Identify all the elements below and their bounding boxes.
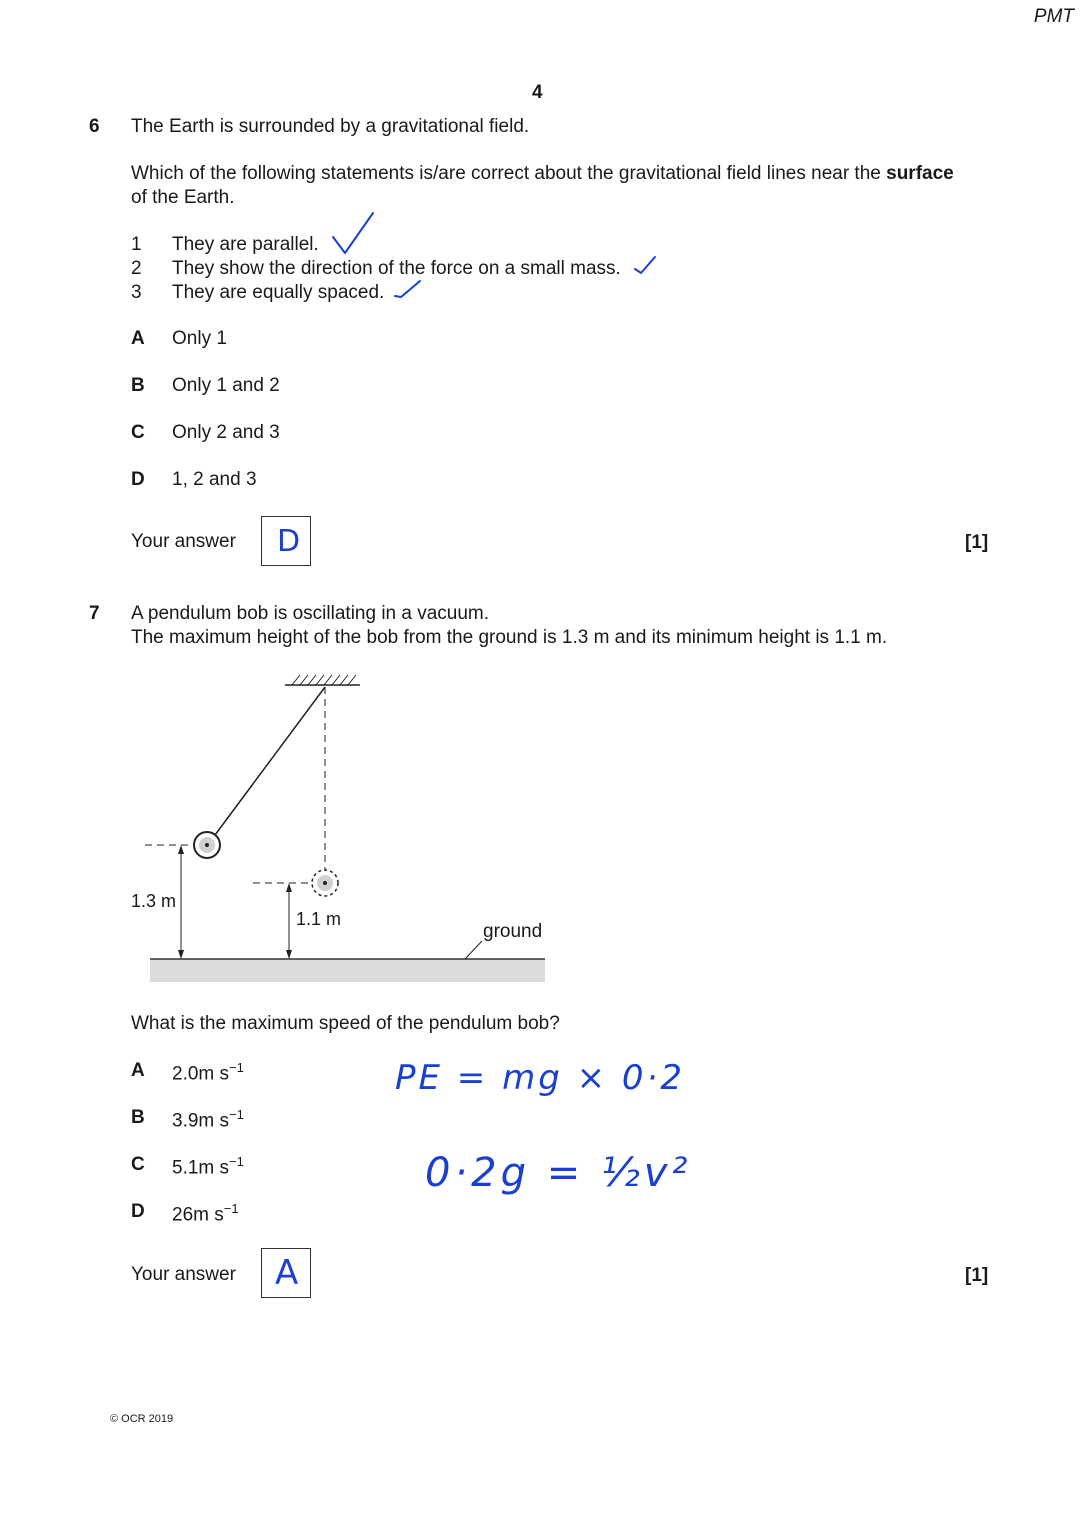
q7-option-b-letter: B [131,1107,145,1128]
q7-option-c-value: 5.1 [172,1157,199,1179]
q7-option-c-text [172,1154,244,1179]
option-d-letter: D [131,469,145,490]
question-6-prompt-line2: of the Earth. [131,187,235,208]
statement-1-text: They are parallel. [172,234,319,255]
statement-1-number: 1 [131,234,142,255]
question-7-prompt: What is the maximum speed of the pendulum bob? [131,1013,560,1034]
q7-option-c-letter: C [131,1154,145,1175]
q7-option-d-letter: D [131,1201,145,1222]
question-7-line2: The maximum height of the bob from the ground is 1.3 m and its minimum height is 1.1 m. [131,627,888,648]
handwritten-working-line1: PE = mg × 0·2 [395,1058,685,1098]
question-6-prompt-text: Which of the following statements is/are correct about the gravitational field lines near the [131,163,887,184]
ground-leader-line [465,941,482,959]
question-6-prompt-bold: surface [886,163,954,184]
tick-mark-statement-3 [395,281,420,297]
q7-option-b-text [172,1107,244,1132]
question-6-handwritten-answer: D [277,524,301,559]
page-number: 4 [532,82,543,103]
q7-option-b-exp: −1 [229,1107,244,1122]
question-6-marks: [1] [965,532,989,553]
option-c-text: Only 2 and 3 [172,422,280,443]
question-7-marks: [1] [965,1265,989,1286]
option-b-letter: B [131,375,145,396]
q7-option-c-exp: −1 [229,1154,244,1169]
q7-option-b-value: 3.9 [172,1110,199,1132]
q7-option-a-value: 2.0 [172,1063,199,1085]
question-6-number: 6 [89,116,100,137]
statement-2-text: They show the direction of the force on a small mass. [172,258,621,279]
option-a-letter: A [131,328,145,349]
q7-option-a-unit: m s [198,1063,230,1085]
statement-3-number: 3 [131,282,142,303]
q7-option-a-exp: −1 [229,1060,244,1075]
handwritten-working-line2: 0·2g = ½v² [425,1150,692,1196]
handwritten-ticks [325,205,670,305]
ground-surface [150,959,545,982]
tick-mark-statement-1 [333,213,373,253]
question-6-prompt [131,163,954,185]
option-b-text: Only 1 and 2 [172,375,280,396]
q7-option-d-text [172,1201,239,1226]
q7-option-a-letter: A [131,1060,145,1081]
question-7-line1: A pendulum bob is oscillating in a vacuum. [131,603,490,624]
question-6-answer-box[interactable] [261,516,311,566]
q7-option-b-unit: m s [198,1110,230,1132]
tick-mark-statement-2 [635,257,655,273]
q7-option-c-unit: m s [198,1157,230,1179]
pendulum-diagram [120,665,560,990]
ground-label: ground [483,921,543,942]
q7-option-a-text [172,1060,244,1085]
question-6-answer-label: Your answer [131,531,236,552]
min-height-label: 1.1 m [296,909,342,929]
statement-2-number: 2 [131,258,142,279]
question-7-answer-label: Your answer [131,1264,236,1285]
question-7-number: 7 [89,603,100,624]
statement-3-text: They are equally spaced. [172,282,385,303]
question-7-answer-box[interactable] [261,1248,311,1298]
question-6-intro: The Earth is surrounded by a gravitational field. [131,116,530,137]
max-height-label: 1.3 m [131,891,177,911]
option-d-text: 1, 2 and 3 [172,469,257,490]
option-a-text: Only 1 [172,328,227,349]
watermark-label: PMT [1033,6,1074,27]
pendulum-string [215,687,325,835]
option-c-letter: C [131,422,145,443]
q7-option-d-value: 26 [172,1204,194,1226]
q7-option-d-unit: m s [193,1204,224,1226]
q7-option-d-exp: −1 [223,1201,239,1216]
question-7-handwritten-answer: A [275,1253,299,1293]
copyright-footer: © OCR 2019 [110,1413,174,1425]
ceiling-hatch [292,675,356,685]
